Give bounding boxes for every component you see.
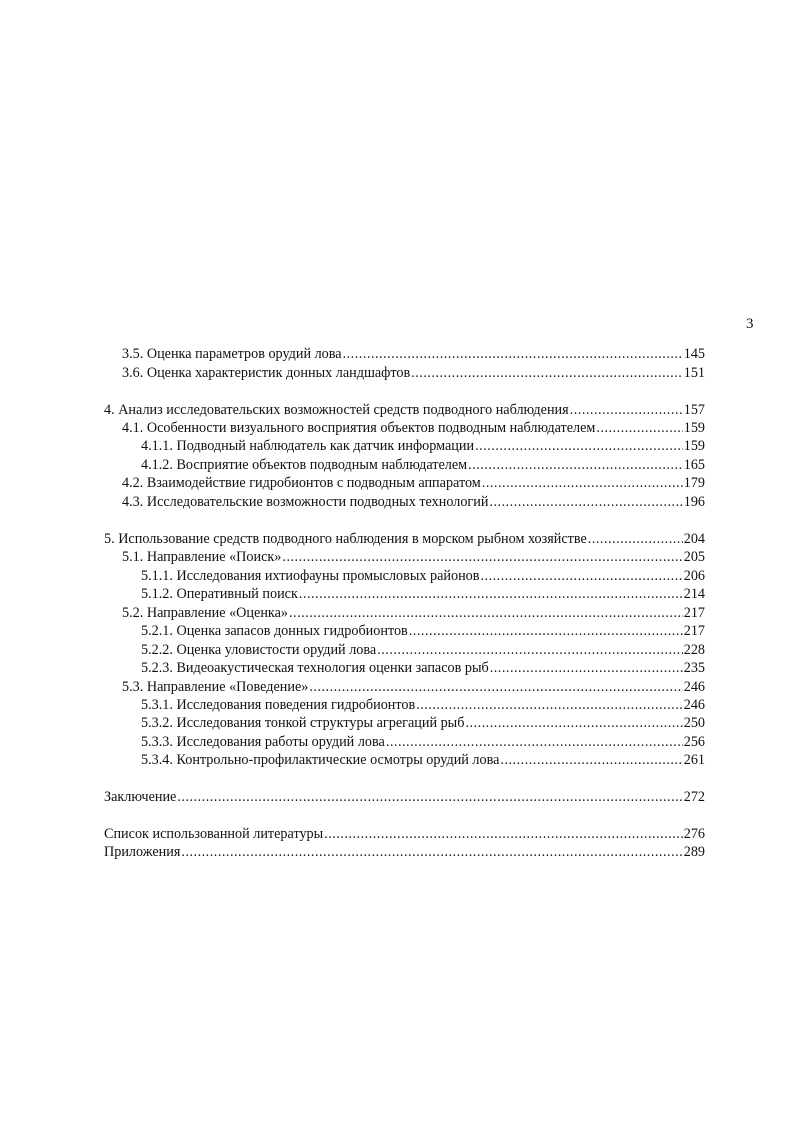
toc-entry-label: 5.1.2. Оперативный поиск (141, 586, 298, 602)
toc-entry-label: Приложения (104, 844, 181, 860)
leader-dots (289, 604, 683, 622)
toc-entry-5-3 (122, 678, 705, 696)
toc-entry-page: 159 (683, 420, 705, 436)
toc-entry-3-6 (122, 364, 705, 382)
leader-dots (482, 474, 683, 492)
toc-entry-label: 4. Анализ исследовательских возможностей средств подводного наблюдения (104, 402, 569, 418)
toc-entry-4-1 (122, 419, 705, 437)
toc-entry-label: 3.6. Оценка характеристик донных ландшафтов (122, 365, 411, 381)
toc-entry-page: 276 (683, 826, 705, 842)
toc-entry-5 (104, 530, 705, 548)
toc-entry-5-3-4 (141, 751, 705, 769)
leader-dots (282, 548, 682, 566)
toc-entry-page: 217 (683, 605, 705, 621)
toc-entry-label: 5.2. Направление «Оценка» (122, 605, 288, 621)
toc-entry-5-2-1 (141, 622, 705, 640)
toc-entry-4-1-1 (141, 437, 705, 455)
toc-entry-5-1-2 (141, 585, 705, 603)
toc-entry-references (104, 825, 705, 843)
toc-entry-page: 261 (683, 752, 705, 768)
toc-entry-5-3-1 (141, 696, 705, 714)
toc-entry-4 (104, 401, 705, 419)
leader-dots (596, 419, 682, 437)
toc-entry-page: 217 (683, 623, 705, 639)
leader-dots (500, 751, 682, 769)
toc-entry-page: 165 (683, 457, 705, 473)
toc-entry-5-3-3 (141, 733, 705, 751)
leader-dots (588, 530, 683, 548)
toc-entry-label: 5.2.1. Оценка запасов донных гидробионтов (141, 623, 408, 639)
toc-entry-page: 206 (683, 568, 705, 584)
toc-entry-label: 4.1. Особенности визуального восприятия объектов подводным наблюдателем (122, 420, 596, 436)
toc-entry-label: 3.5. Оценка параметров орудий лова (122, 346, 342, 362)
toc-entry-label: 5.3.2. Исследования тонкой структуры агрегаций рыб (141, 715, 465, 731)
toc-entry-page: 272 (683, 789, 705, 805)
toc-entry-appendices (104, 843, 705, 861)
leader-dots (309, 678, 682, 696)
toc-entry-label: 5.3. Направление «Поведение» (122, 679, 309, 695)
leader-dots (299, 585, 683, 603)
leader-dots (377, 641, 683, 659)
leader-dots (570, 401, 683, 419)
toc-entry-page: 196 (683, 494, 705, 510)
toc-entry-page: 250 (683, 715, 705, 731)
toc-entry-page: 151 (683, 365, 705, 381)
toc-entry-page: 205 (683, 549, 705, 565)
toc-entry-page: 289 (683, 844, 705, 860)
toc-entry-page: 246 (683, 697, 705, 713)
toc-entry-5-2-3 (141, 659, 705, 677)
toc-entry-label: 5.1. Направление «Поиск» (122, 549, 282, 565)
toc-entry-label: 5.3.4. Контрольно-профилактические осмотры орудий лова (141, 752, 500, 768)
toc-entry-5-1-1 (141, 567, 705, 585)
leader-dots (411, 364, 683, 382)
toc-entry-page: 179 (683, 475, 705, 491)
toc-entry-page: 228 (683, 642, 705, 658)
toc-entry-4-1-2 (141, 456, 705, 474)
toc-entry-label: Список использованной литературы (104, 826, 324, 842)
leader-dots (343, 345, 683, 363)
leader-dots (468, 456, 683, 474)
toc-entry-page: 204 (683, 531, 705, 547)
leader-dots (409, 622, 683, 640)
toc-entry-label: 5.1.1. Исследования ихтиофауны промысловых районов (141, 568, 480, 584)
toc-entry-page: 256 (683, 734, 705, 750)
leader-dots (324, 825, 683, 843)
toc-entry-label: 5.2.3. Видеоакустическая технология оценки запасов рыб (141, 660, 489, 676)
leader-dots (386, 733, 683, 751)
toc-entry-label: 4.1.2. Восприятие объектов подводным наблюдателем (141, 457, 468, 473)
toc-entry-4-3 (122, 493, 705, 511)
leader-dots (416, 696, 683, 714)
toc-entry-label: 5.3.3. Исследования работы орудий лова (141, 734, 385, 750)
toc-entry-label: Заключение (104, 789, 177, 805)
toc-entry-label: 5.2.2. Оценка уловистости орудий лова (141, 642, 377, 658)
toc-entry-label: 4.3. Исследовательские возможности подводных технологий (122, 494, 489, 510)
toc-entry-page: 214 (683, 586, 705, 602)
leader-dots (181, 843, 682, 861)
toc-entry-page: 246 (683, 679, 705, 695)
toc-entry-page: 159 (683, 438, 705, 454)
leader-dots (480, 567, 682, 585)
toc-entry-label: 5.3.1. Исследования поведения гидробионтов (141, 697, 416, 713)
toc-entry-page: 145 (683, 346, 705, 362)
toc-entry-label: 4.1.1. Подводный наблюдатель как датчик информации (141, 438, 475, 454)
toc-entry-4-2 (122, 474, 705, 492)
leader-dots (489, 493, 682, 511)
leader-dots (490, 659, 683, 677)
toc-entry-conclusion (104, 788, 705, 806)
toc-entry-5-2-2 (141, 641, 705, 659)
leader-dots (465, 714, 682, 732)
toc-entry-5-2 (122, 604, 705, 622)
toc-entry-5-3-2 (141, 714, 705, 732)
page-number: 3 (746, 316, 754, 332)
toc-entry-label: 5. Использование средств подводного наблюдения в морском рыбном хозяйстве (104, 531, 587, 547)
toc-entry-3-5 (122, 345, 705, 363)
toc-entry-5-1 (122, 548, 705, 566)
toc-entry-page: 235 (683, 660, 705, 676)
leader-dots (475, 437, 683, 455)
leader-dots (177, 788, 682, 806)
toc-entry-label: 4.2. Взаимодействие гидробионтов с подводным аппаратом (122, 475, 481, 491)
toc-entry-page: 157 (683, 402, 705, 418)
